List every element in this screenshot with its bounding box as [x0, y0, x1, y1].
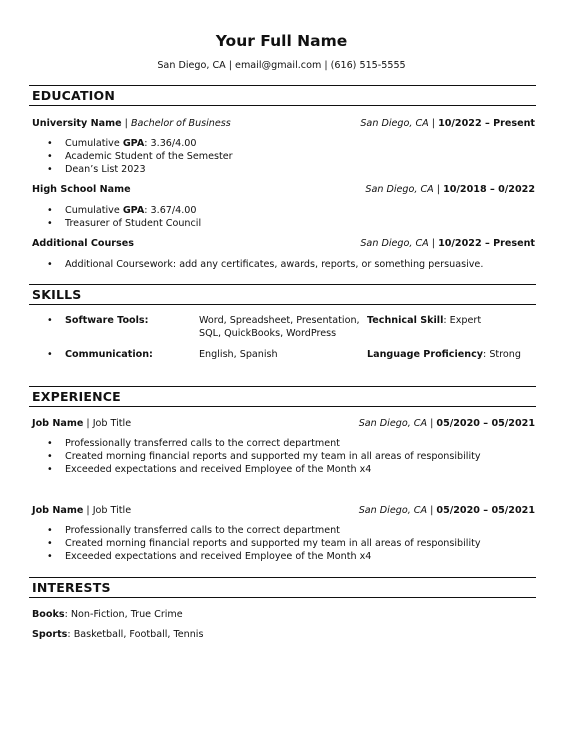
interest-books: Books: Non-Fiction, True Crime — [32, 609, 183, 620]
section-title: EDUCATION — [32, 88, 116, 103]
section-experience-heading — [29, 386, 536, 407]
interest-sports: Sports: Basketball, Football, Tennis — [32, 629, 204, 640]
entry-dates: 10/2022 – Present — [438, 238, 535, 249]
job-title: Job Title — [92, 505, 132, 516]
entry-location: San Diego, CA — [365, 184, 434, 195]
experience-entry-2: Job Name | Job Title San Diego, CA | 05/2020 – 05/2021 — [32, 505, 535, 516]
entry-dates: 05/2020 – 05/2021 — [436, 505, 535, 516]
resume-name: Your Full Name — [215, 32, 348, 50]
entry-location: San Diego, CA — [358, 418, 428, 429]
section-interests-heading — [29, 577, 536, 598]
job-title: Job Title — [92, 418, 132, 429]
job-name: Job Name — [32, 418, 84, 429]
job-name: Job Name — [32, 505, 84, 516]
education-entry-additional-courses: Additional Courses San Diego, CA | 10/2022 – Present — [32, 238, 535, 249]
school-name: Additional Courses — [32, 238, 134, 249]
entry-location: San Diego, CA — [358, 505, 428, 516]
section-title: SKILLS — [32, 287, 82, 302]
entry-dates: 05/2020 – 05/2021 — [436, 418, 535, 429]
education-entry-high-school: High School Name San Diego, CA | 10/2018 – 0/2022 — [32, 184, 535, 195]
experience-entry-1: Job Name | Job Title San Diego, CA | 05/2020 – 05/2021 — [32, 418, 535, 429]
skill-value-communication: English, Spanish — [199, 349, 278, 360]
section-title: EXPERIENCE — [32, 389, 121, 404]
section-education-heading — [29, 85, 536, 106]
school-name: University Name — [32, 118, 122, 129]
entry-location: San Diego, CA — [360, 238, 429, 249]
contact-line: San Diego, CA | email@gmail.com | (616) 515-5555 — [157, 60, 406, 71]
entry-dates: 10/2022 – Present — [438, 118, 535, 129]
skill-side-technical: Technical Skill: Expert — [367, 315, 482, 326]
education-entry-university: University Name | Bachelor of Business San Diego, CA | 10/2022 – Present — [32, 118, 535, 129]
entry-location: San Diego, CA — [360, 118, 429, 129]
entry-dates: 10/2018 – 0/2022 — [443, 184, 535, 195]
section-title: INTERESTS — [32, 580, 111, 595]
skill-side-language: Language Proficiency: Strong — [367, 349, 521, 360]
section-skills-heading — [29, 284, 536, 305]
school-name: High School Name — [32, 184, 131, 195]
skill-value-software: Word, Spreadsheet, Presentation, SQL, QuickBooks, WordPress — [199, 315, 360, 339]
degree-name: Bachelor of Business — [130, 118, 231, 129]
resume-page: Your Full Name San Diego, CA | email@gmail.com | (616) 515-5555 EDUCATION University Name | Bachelor of Business San Diego, CA | 10/2022 – Present Cumulative GPA: 3.36/4.00 Academic Student of the Semester Dean’s List 2023 High School Name San Diego, CA | 10/2018 – 0/2022 Cumulative GPA: 3.67/4.00 Treasurer of Student Council Additional Courses San Diego, CA | 10/2022 – Present Additional Coursework: add any certificates, awards, reports, or something persuasive. SKILLS Software Tools: Word, Spreadsheet, Presentation, SQL, QuickBooks, WordPress Technical Skill: Expert Communication: English, Spanish Language Proficiency: Strong EXPERIENCE Job Name | Job Title San Diego, CA | 05/2020 – 05/2021 Professionally transferred calls to the correct department Created morning financial reports and supported my team in all areas of responsibility Exceeded expectations and received Employee of the Month x4 Job Name | Job Title San Diego, CA | 05/2020 – 05/2021 Professionally transferred calls to the correct department Created morning financial reports and supported my team in all areas of responsibility Exceeded expectations and received Employee of the Month x4 INTERESTS Books: Non-Fiction, True Crime Sports: Basketball, Football, Tennis — [0, 0, 563, 735]
